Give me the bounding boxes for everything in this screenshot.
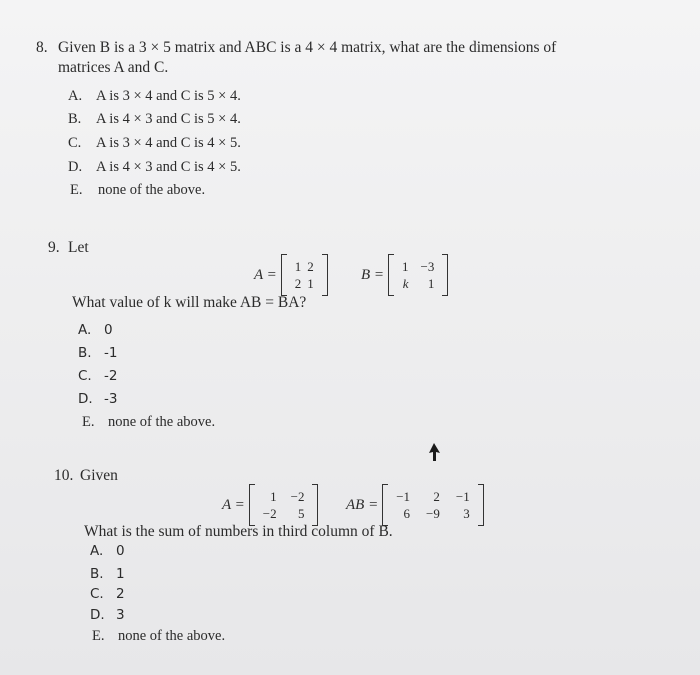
matrix-ab	[382, 484, 484, 526]
option-d[interactable]: -3	[104, 391, 118, 407]
matrix-cell: −2	[290, 489, 305, 504]
right-bracket	[478, 484, 484, 526]
matrix-b	[388, 254, 448, 296]
matrix-b-label: B =	[361, 266, 385, 283]
option-d-letter: D.	[90, 607, 105, 623]
matrix-cell: 1	[427, 276, 435, 291]
matrix-cell: 2	[433, 489, 440, 504]
option-c-letter: C.	[68, 135, 82, 151]
matrix-cell: k	[402, 276, 409, 291]
matrix-a-label: A =	[222, 496, 245, 513]
option-d[interactable]: A is 4 × 3 and C is 4 × 5.	[96, 159, 241, 175]
option-c[interactable]: A is 3 × 4 and C is 4 × 5.	[96, 135, 241, 151]
option-b-letter: B.	[68, 111, 82, 127]
question-text: What value of k will make AB = BA?	[72, 294, 307, 311]
matrix-cell: 1	[294, 259, 302, 274]
matrix-a-label: A =	[254, 266, 277, 283]
question-number: 10.	[54, 467, 74, 484]
option-a-letter: A.	[90, 543, 104, 559]
option-a[interactable]: A is 3 × 4 and C is 5 × 4.	[96, 88, 241, 104]
cursor-arrow-icon	[428, 442, 444, 462]
option-e[interactable]: none of the above.	[118, 628, 226, 644]
option-b[interactable]: A is 4 × 3 and C is 5 × 4.	[96, 111, 241, 127]
option-e[interactable]: none of the above.	[108, 414, 216, 430]
option-a-letter: A.	[78, 322, 92, 338]
option-a[interactable]: 0	[116, 543, 125, 559]
option-b[interactable]: -1	[104, 345, 118, 361]
option-c-letter: C.	[90, 586, 104, 602]
question-number: 8.	[36, 39, 48, 56]
matrix-ab-label: AB =	[346, 496, 379, 513]
question-text: What is the sum of numbers in third column of B.	[84, 523, 393, 540]
matrix-cell: 2	[294, 276, 302, 291]
matrix-cell: 2	[307, 259, 314, 274]
question-number: 9.	[48, 239, 60, 256]
option-c[interactable]: 2	[116, 586, 125, 602]
option-b[interactable]: 1	[116, 566, 125, 582]
option-a-letter: A.	[68, 88, 83, 104]
matrix-cell: −2	[262, 506, 277, 521]
question-text-line-2: matrices A and C.	[58, 59, 169, 76]
right-bracket	[442, 254, 448, 296]
question-text-line-1: Given B is a 3 × 5 matrix and ABC is a 4 × 4 matrix, what are the dimensions of	[58, 39, 557, 56]
matrix-cell: 6	[403, 506, 411, 521]
option-c-letter: C.	[78, 368, 92, 384]
question-lead: Given	[80, 467, 118, 484]
right-bracket	[312, 484, 318, 526]
question-lead: Let	[68, 239, 89, 256]
matrix-a	[249, 484, 319, 526]
option-d[interactable]: 3	[116, 607, 125, 623]
matrix-a	[281, 254, 328, 296]
option-d-letter: D.	[68, 159, 83, 175]
matrix-cell: −1	[396, 489, 411, 504]
matrix-cell: −3	[420, 259, 435, 274]
matrix-ab-equation	[346, 484, 484, 526]
option-e-letter: E.	[92, 628, 105, 644]
option-e-letter: E.	[82, 414, 95, 430]
option-e[interactable]: none of the above.	[98, 182, 206, 198]
matrix-cell: −1	[455, 489, 470, 504]
matrix-cell: 5	[297, 506, 305, 521]
matrix-cell: −9	[426, 506, 440, 521]
option-b-letter: B.	[78, 345, 92, 361]
matrix-a-equation	[254, 254, 328, 296]
option-b-letter: B.	[90, 566, 104, 582]
matrix-b-equation	[361, 254, 448, 296]
matrix-cell: 1	[402, 259, 409, 274]
option-e-letter: E.	[70, 182, 83, 198]
option-c[interactable]: -2	[104, 368, 118, 384]
matrix-a-equation	[222, 484, 318, 526]
matrix-cell: 1	[307, 276, 314, 291]
right-bracket	[322, 254, 328, 296]
option-a[interactable]: 0	[104, 322, 113, 338]
option-d-letter: D.	[78, 391, 93, 407]
matrix-cell: 1	[270, 489, 277, 504]
matrix-cell: 3	[463, 506, 470, 521]
